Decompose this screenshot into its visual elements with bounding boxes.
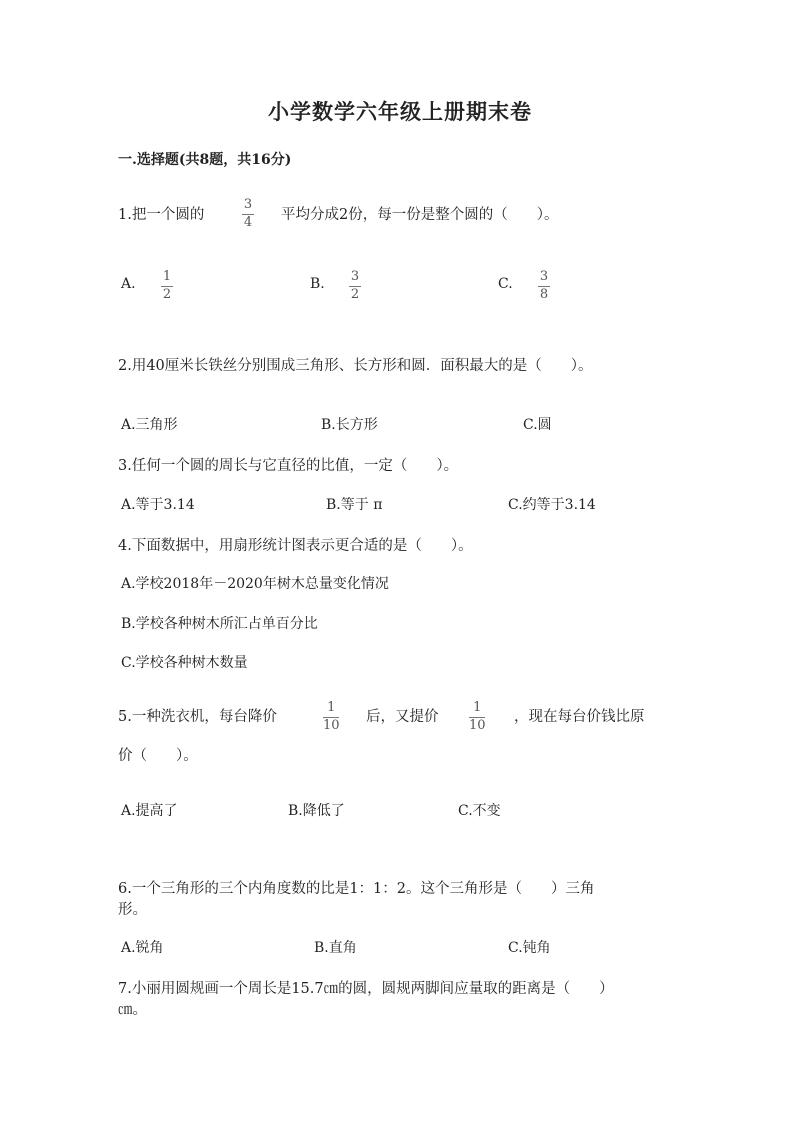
page-title: 小学数学六年级上册期末卷 <box>268 99 532 124</box>
q5-option-b: B.降低了 <box>288 803 345 819</box>
q1-option-c-fraction <box>538 270 550 302</box>
q6-text-line2: 形。 <box>118 902 147 918</box>
q4-option-b: B.学校各种树木所汇占单百分比 <box>121 616 318 632</box>
q5-option-c: C.不变 <box>458 803 501 819</box>
q3-option-c: C.约等于3.14 <box>508 497 596 513</box>
q1-option-a-fraction <box>161 270 173 302</box>
q1-option-c-numerator: 3 <box>539 269 549 284</box>
q1-option-b-denominator: 2 <box>350 287 360 302</box>
q1-fraction <box>242 198 254 230</box>
q2-option-c: C.圆 <box>523 417 552 433</box>
q1-option-b-numerator: 3 <box>350 269 360 284</box>
q5-frac1-denominator: 10 <box>323 718 340 733</box>
q5-fraction-2 <box>469 701 486 733</box>
q2-text: 2.用40厘米长铁丝分别围成三角形、长方形和圆．面积最大的是（ ）。 <box>118 358 593 374</box>
q1-text-before: 1.把一个圆的 <box>118 207 205 223</box>
q1-option-a-denominator: 2 <box>162 287 172 302</box>
q7-text-line2: ㎝。 <box>118 1002 147 1018</box>
q4-option-c: C.学校各种树木数量 <box>121 655 248 671</box>
q1-option-b-fraction <box>349 270 361 302</box>
q1-frac-denominator: 4 <box>243 215 253 230</box>
q3-option-a: A.等于3.14 <box>121 497 195 513</box>
q5-fraction-1 <box>323 701 340 733</box>
q1-option-a-numerator: 1 <box>162 269 172 284</box>
q6-option-b: B.直角 <box>314 940 357 956</box>
q6-text-line1: 6.一个三角形的三个内角度数的比是1：1：2。这个三角形是（ ）三角 <box>118 881 595 897</box>
q3-text: 3.任何一个圆的周长与它直径的比值，一定（ ）。 <box>118 458 459 474</box>
q6-option-c: C.钝角 <box>508 940 551 956</box>
q1-option-a-label: A. <box>121 276 136 292</box>
q5-frac1-numerator: 1 <box>327 700 336 715</box>
q1-option-c-denominator: 8 <box>539 287 549 302</box>
q2-option-a: A.三角形 <box>121 417 178 433</box>
q7-text-line1: 7.小丽用圆规画一个周长是15.7㎝的圆，圆规两脚间应量取的距离是（ ） <box>118 981 614 997</box>
q4-text: 4.下面数据中，用扇形统计图表示更合适的是（ ）。 <box>118 538 473 554</box>
section-heading: 一.选择题(共8题，共16分) <box>118 152 292 168</box>
q5-option-a: A.提高了 <box>121 803 178 819</box>
q6-option-a: A.锐角 <box>121 940 164 956</box>
q5-frac2-denominator: 10 <box>469 718 486 733</box>
q4-option-a: A.学校2018年－2020年树木总量变化情况 <box>121 576 389 592</box>
q1-text-after: 平均分成2份，每一份是整个圆的（ ）。 <box>281 207 559 223</box>
q3-option-b: B.等于 π <box>326 497 383 513</box>
q5-text-part1: 5.一种洗衣机，每台降价 <box>118 709 277 725</box>
q1-option-c-label: C. <box>498 276 513 292</box>
q5-text-part3: ，现在每台价钱比原 <box>514 709 645 725</box>
q1-option-b-label: B. <box>310 276 325 292</box>
q1-frac-numerator: 3 <box>243 197 253 212</box>
q5-frac2-numerator: 1 <box>473 700 482 715</box>
q5-text-line2: 价（ ）。 <box>118 748 198 764</box>
q5-text-part2: 后，又提价 <box>366 709 439 725</box>
q2-option-b: B.长方形 <box>321 417 378 433</box>
